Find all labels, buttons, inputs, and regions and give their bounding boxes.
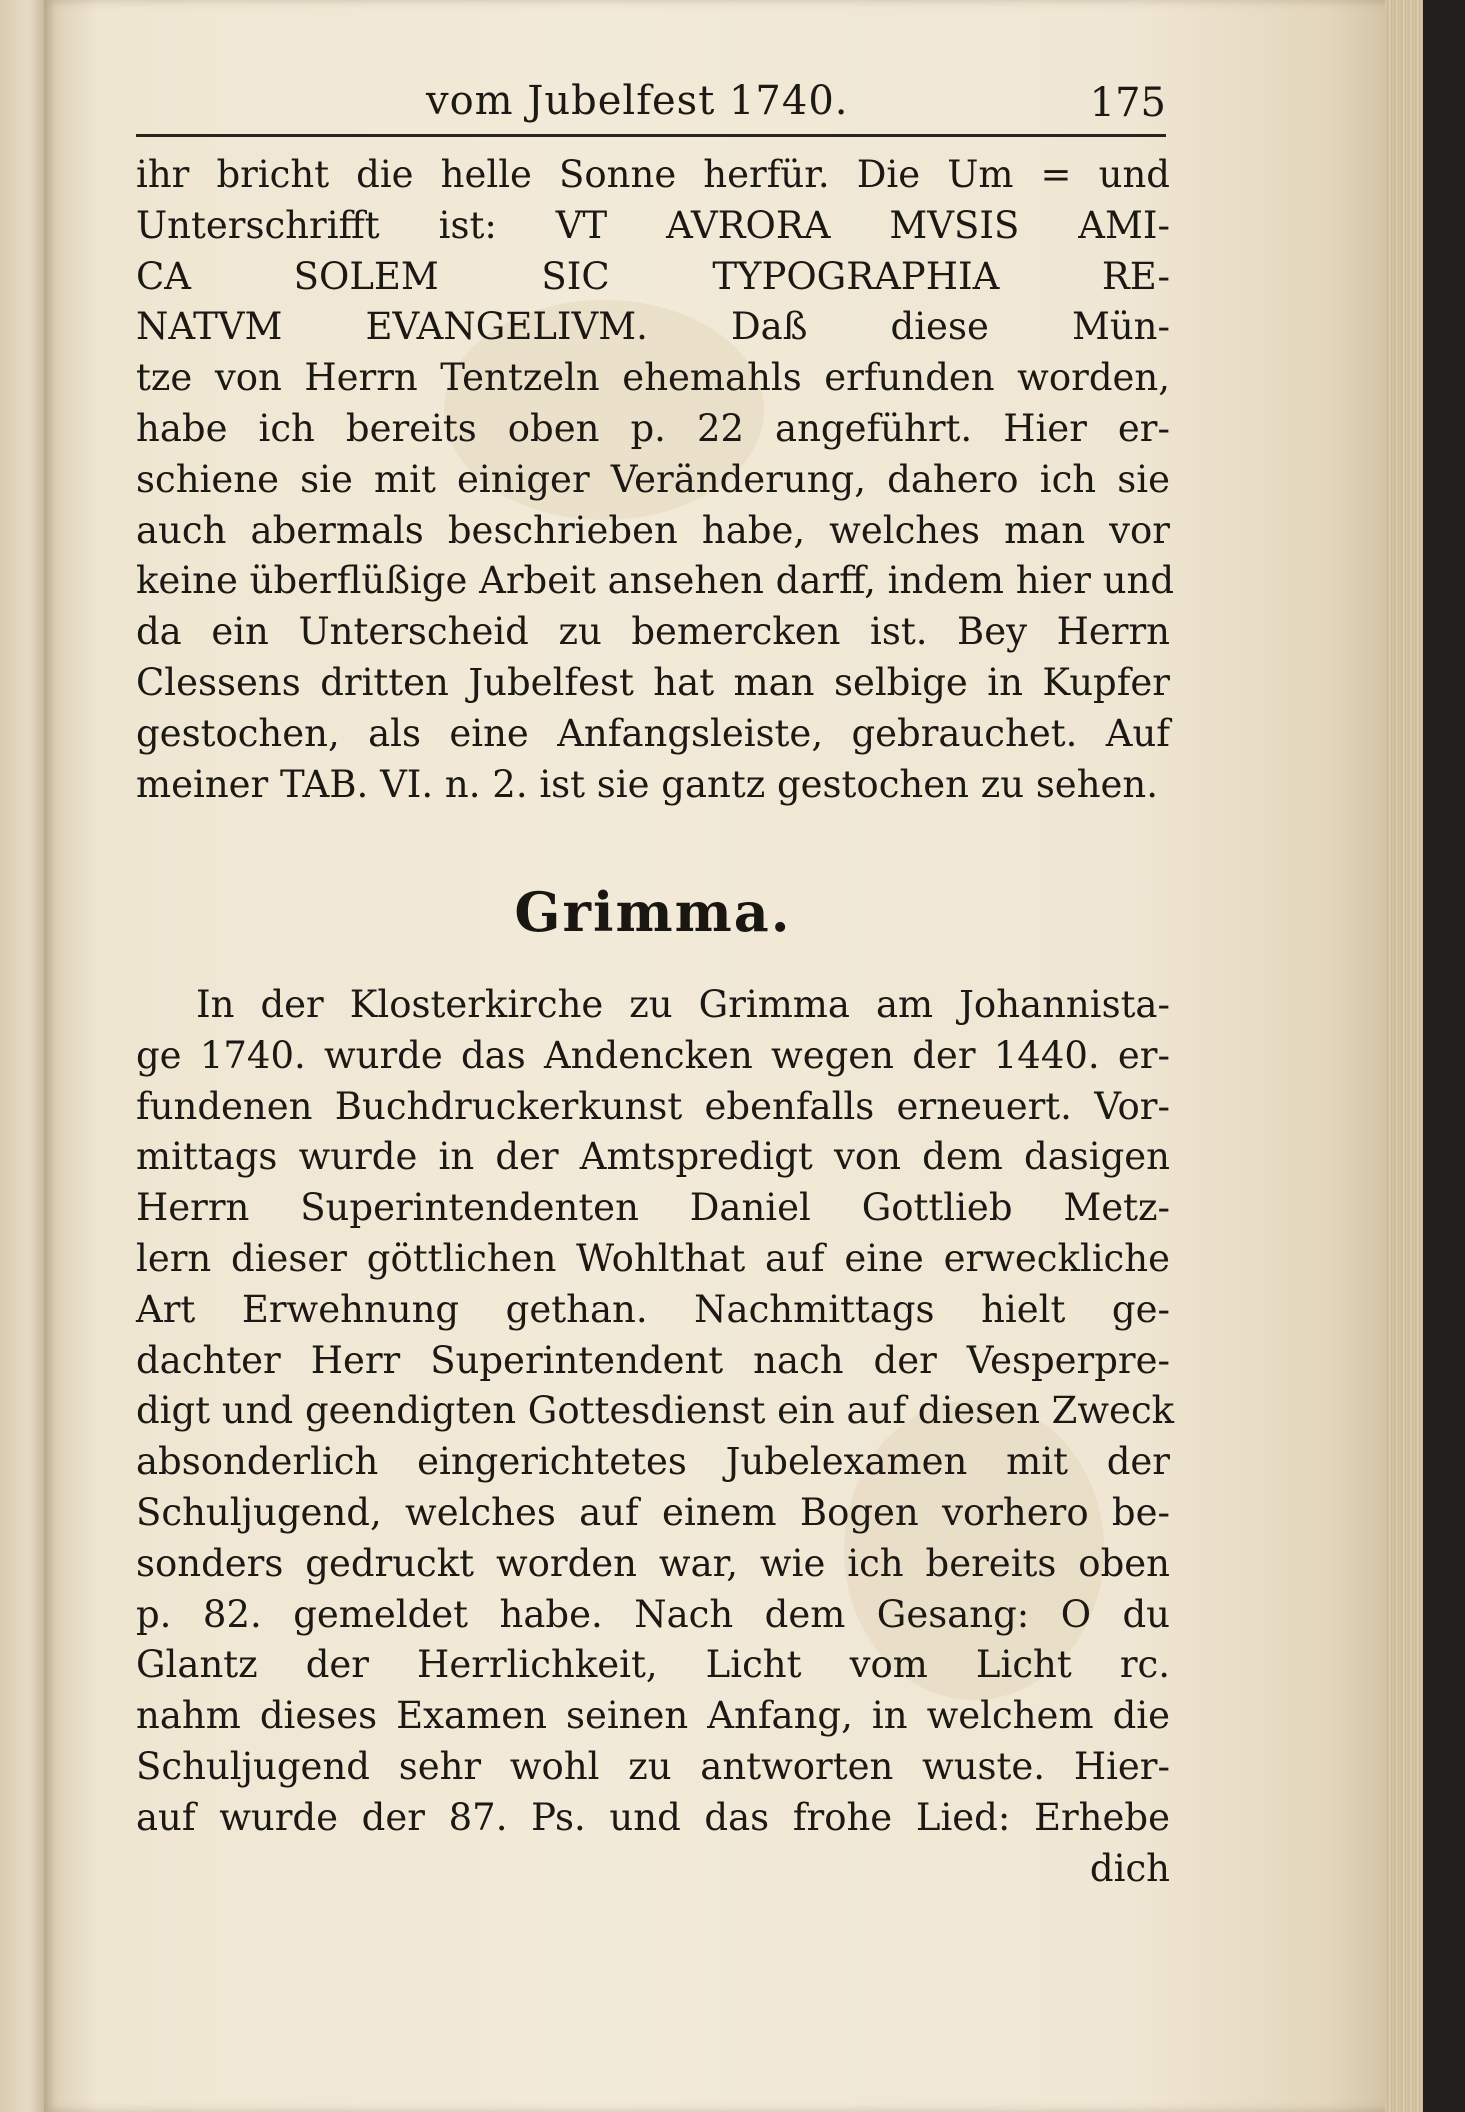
text-line: Schuljugend, welches auf einem Bogen vorhero be-	[136, 1490, 1170, 1534]
running-head	[136, 78, 1166, 134]
text-line: absonderlich eingerichtetes Jubelexamen mit der	[136, 1440, 1170, 1484]
text-line: tze von Herrn Tentzeln ehemahls erfunden worden,	[136, 356, 1170, 400]
text-line: dachter Herr Superintendent nach der Vesperpre-	[136, 1338, 1170, 1382]
header-rule	[136, 134, 1166, 137]
text-line: schiene sie mit einiger Veränderung, dahero ich sie	[136, 457, 1170, 501]
text-line: Unterschrifft ist: VT AVRORA MVSIS AMI-	[136, 203, 1170, 247]
text-line: CA SOLEM SIC TYPOGRAPHIA RE-	[136, 254, 1170, 298]
text-line: NATVM EVANGELIVM. Daß diese Mün-	[136, 305, 1170, 349]
text-line: fundenen Buchdruckerkunst ebenfalls erneuert. Vor-	[136, 1084, 1170, 1128]
text-line: meiner TAB. VI. n. 2. ist sie gantz gestochen zu sehen.	[136, 762, 1159, 806]
text-line: auf wurde der 87. Ps. und das frohe Lied: Erhebe	[136, 1795, 1170, 1839]
text-line: ihr bricht die helle Sonne herfür. Die Um = und	[136, 153, 1170, 196]
text-line: In der Klosterkirche zu Grimma am Johannista-	[196, 983, 1170, 1026]
text-line: mittags wurde in der Amtspredigt von dem dasigen	[136, 1135, 1170, 1179]
book-cover-edge	[1423, 0, 1465, 2112]
catchword: dich	[1089, 1846, 1170, 1890]
facing-page-edge	[0, 0, 48, 2112]
text-line: nahm dieses Examen seinen Anfang, in welchem die	[136, 1694, 1170, 1738]
text-line: p. 82. gemeldet habe. Nach dem Gesang: O du	[136, 1592, 1170, 1636]
text-line: Clessens dritten Jubelfest hat man selbige in Kupfer	[136, 660, 1170, 704]
text-line: da ein Unterscheid zu bemercken ist. Bey Herrn	[136, 610, 1170, 654]
running-title: vom Jubelfest 1740.	[426, 78, 849, 124]
paragraph-medal	[136, 150, 1175, 810]
text-line: auch abermals beschrieben habe, welches man vor	[136, 508, 1170, 552]
section-heading: Grimma.	[514, 880, 792, 944]
text-line: Schuljugend sehr wohl zu antworten wuste. Hier-	[136, 1744, 1170, 1788]
paragraph-grimma	[136, 980, 1175, 1894]
page-number: 175	[1089, 80, 1166, 126]
text-line: sonders gedruckt worden war, wie ich bereits oben	[136, 1541, 1170, 1585]
text-line: Glantz der Herrlichkeit, Licht vom Licht rc.	[136, 1643, 1170, 1687]
page-edges	[1385, 0, 1423, 2112]
text-line: lern dieser göttlichen Wohlthat auf eine erweckliche	[136, 1236, 1170, 1280]
text-line: ge 1740. wurde das Andencken wegen der 1440. er-	[136, 1033, 1170, 1077]
text-line: Herrn Superintendenten Daniel Gottlieb Metz-	[136, 1186, 1170, 1230]
text-line: Art Erwehnung gethan. Nachmittags hielt ge-	[136, 1287, 1170, 1331]
text-line: gestochen, als eine Anfangsleiste, gebrauchet. Auf	[136, 711, 1170, 755]
text-line: keine überflüßige Arbeit ansehen darff, indem hier und	[136, 559, 1175, 603]
text-line: digt und geendigten Gottesdienst ein auf diesen Zweck	[136, 1389, 1175, 1433]
text-line: habe ich bereits oben p. 22 angeführt. Hier er-	[136, 406, 1170, 450]
